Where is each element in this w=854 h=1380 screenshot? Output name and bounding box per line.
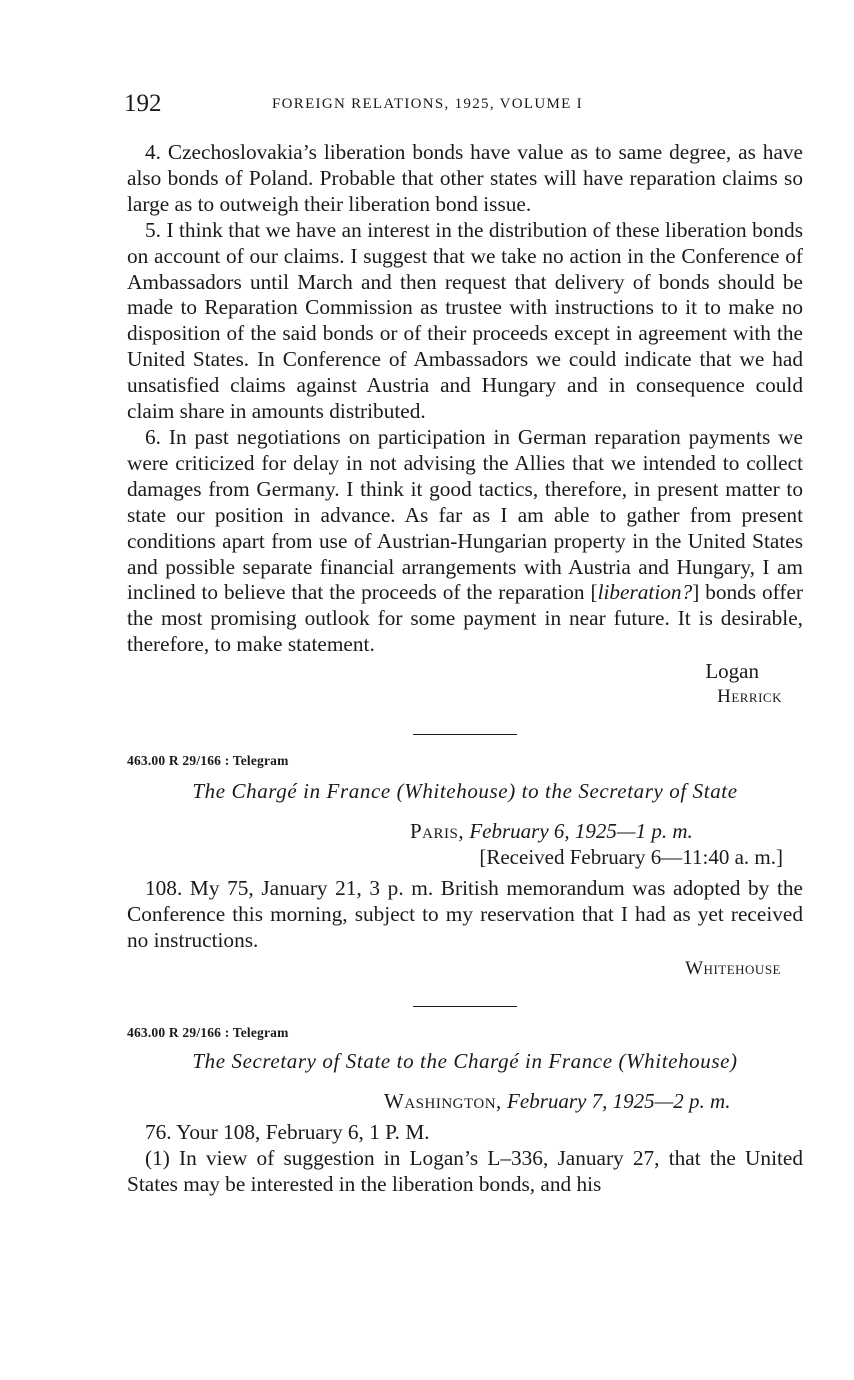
telegram-logan-continued — [127, 140, 803, 710]
document-title: The Secretary of State to the Chargé in France (Whitehouse) — [192, 1048, 738, 1073]
dateline — [127, 818, 803, 844]
editorial-insertion: liberation? — [597, 580, 693, 605]
signature-whitehouse: Whitehouse — [685, 957, 781, 979]
running-header — [124, 88, 803, 124]
file-reference: 463.00 R 29/166 : Telegram — [127, 753, 289, 769]
telegram-secretary — [127, 1025, 803, 1198]
running-title: FOREIGN RELATIONS, 1925, VOLUME I — [272, 96, 583, 112]
paragraph-5: 5. I think that we have an interest in the distribution of these liberation bonds on account of our claims. I suggest that we take no action in the Conference of Ambassadors until March and then request that delivery of bonds should be made to Reparation Commission as trustee with instructions to it to make no disposition of the said bonds or of their proceeds except in agreement with the United States. In Conference of Ambassadors we could indicate that we had unsatisfied claims against Austria and Hungary and in consequence could claim share in amounts distributed. — [127, 217, 803, 424]
telegram-whitehouse — [127, 753, 803, 982]
paragraph-4: 4. Czechoslovakia’s liberation bonds have value as to same degree, as have also bonds of Poland. Probable that other states will have reparation claims so large as to outweigh their liberation bond issue. — [127, 140, 803, 216]
signature-herrick: Herrick — [717, 686, 782, 708]
paragraph-1: (1) In view of suggestion in Logan’s L–336, January 27, that the United States may be interested in the liberation bonds, and his — [127, 1145, 803, 1196]
paragraph-6-text-a: 6. In past negotiations on participation in German reparation payments we were criticized for delay in not advising the Allies that we intended to collect damages from Germany. I think it good tactics, therefore, in present matter to state our position in advance. As far as I am able to gather from present conditions apart from use of Austrian-Hungarian property in the United States and possible separate financial arrangements with Austria and Hungary, I am inclined to believe that the proceeds of the reparation — [127, 424, 803, 605]
file-reference: 463.00 R 29/166 : Telegram — [127, 1024, 289, 1040]
paragraph-6-text-b: ] bonds offer the most promising outlook for some payment in near future. It is desirable, therefore, to make statement. — [127, 580, 803, 657]
page-number: 192 — [124, 90, 162, 117]
section-divider — [413, 734, 517, 735]
bracket-open: [ — [590, 580, 598, 605]
paragraph-76: 76. Your 108, February 6, 1 P. M. — [145, 1119, 430, 1144]
received-note: [Received February 6—11:40 a. m.] — [479, 845, 783, 870]
document-title: The Chargé in France (Whitehouse) to the Secretary of State — [192, 779, 738, 804]
dateline-date: February 7, 1925—2 p. m. — [507, 1088, 731, 1113]
paragraph-6 — [127, 425, 803, 658]
section-divider — [413, 1006, 517, 1007]
dateline-place: Paris, — [410, 819, 465, 844]
dateline-place: Washington, — [384, 1088, 502, 1113]
signature-logan: Logan — [705, 659, 759, 684]
dateline — [127, 1088, 803, 1114]
paragraph-108: 108. My 75, January 21, 3 p. m. British memorandum was adopted by the Conference this morning, subject to my reservation that I had as yet received no instructions. — [127, 876, 803, 952]
dateline-date: February 6, 1925—1 p. m. — [469, 819, 693, 844]
document-page — [124, 88, 803, 1198]
